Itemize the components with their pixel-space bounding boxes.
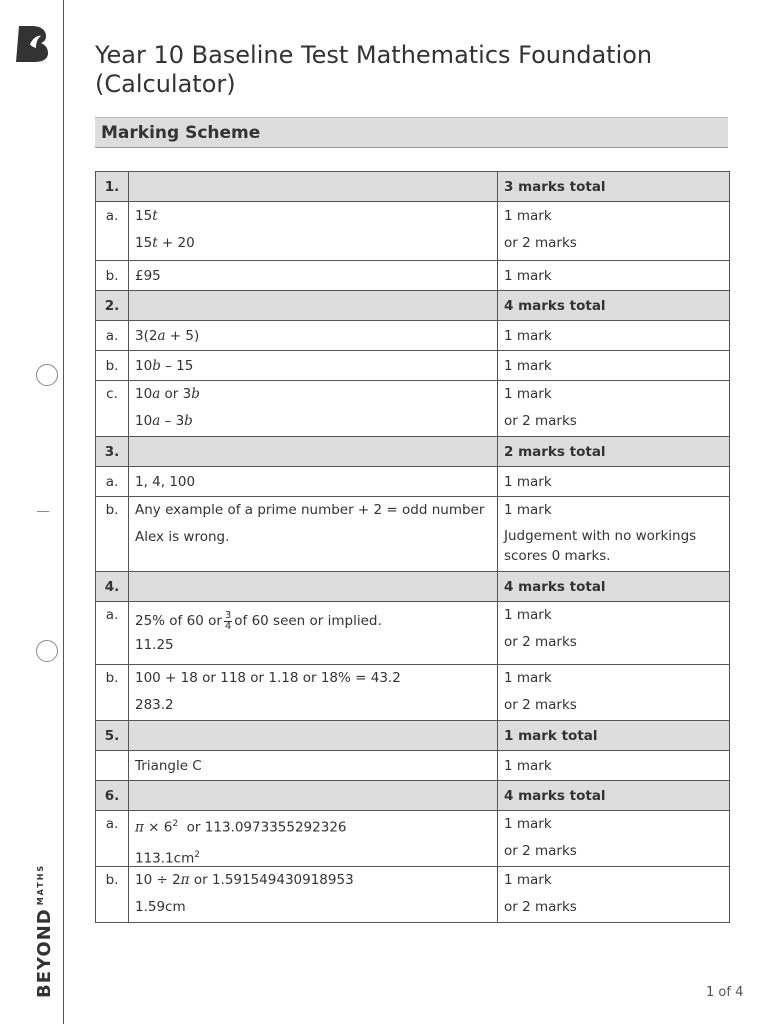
- superscript: 2: [172, 819, 179, 829]
- answer-text: 283.2: [135, 697, 174, 713]
- answer-text: 1, 4, 100: [129, 467, 498, 497]
- marks-total: 1 mark total: [498, 721, 730, 751]
- mark-text: 1 mark: [504, 816, 552, 832]
- question-header-blank: [129, 172, 498, 202]
- answer-cell: [129, 381, 498, 437]
- answer-text: Any example of a prime number + 2 = odd number: [135, 502, 485, 518]
- answer-text: or 1.591549430918953: [189, 872, 354, 888]
- question-header-row: [96, 291, 730, 321]
- answer-text: – 3: [160, 413, 185, 429]
- question-number: 6.: [96, 781, 129, 811]
- answer-row: [96, 867, 730, 923]
- answer-text: 15: [135, 208, 153, 224]
- answer-variable: a: [152, 386, 161, 402]
- mark-text: 1 mark: [504, 502, 552, 518]
- answer-text: 11.25: [135, 637, 174, 653]
- answer-text: or 113.0973355292326: [178, 819, 347, 836]
- answer-row: [96, 665, 730, 721]
- answer-cell: [129, 202, 498, 261]
- question-header-row: [96, 437, 730, 467]
- fraction-three-quarters: [224, 611, 232, 632]
- answer-line: [135, 235, 491, 251]
- brand-word-maths: MATHS: [36, 863, 45, 906]
- answer-text: + 5): [165, 327, 200, 344]
- part-label: a.: [96, 321, 129, 351]
- answer-text: 100 + 18 or 118 or 1.18 or 18% = 43.2: [135, 670, 401, 686]
- answer-text: 10: [135, 357, 153, 374]
- question-header-row: [96, 572, 730, 602]
- answer-text: 10: [135, 413, 153, 429]
- question-header-blank: [129, 781, 498, 811]
- part-label: b.: [96, 665, 129, 721]
- mark-text: 1 mark: [498, 751, 730, 781]
- answer-text: 3(2: [135, 327, 158, 344]
- answer-line: [135, 386, 491, 402]
- answer-variable: t: [152, 208, 158, 224]
- mark-text: 1 mark: [498, 261, 730, 291]
- fraction-denominator: 4: [224, 620, 232, 632]
- question-number: 4.: [96, 572, 129, 602]
- punch-hole-top: [36, 364, 58, 386]
- answer-cell: [129, 602, 498, 665]
- mark-text: 1 mark: [498, 321, 730, 351]
- mark-text: 1 mark: [504, 208, 552, 224]
- mark-text: or 2 marks: [504, 235, 577, 251]
- answer-line: [135, 847, 491, 867]
- marks-total: 4 marks total: [498, 291, 730, 321]
- mark-text: or 2 marks: [504, 899, 577, 915]
- answer-row: [96, 467, 730, 497]
- answer-text: 15: [135, 235, 153, 251]
- answer-text: – 15: [160, 357, 194, 374]
- mark-text: or 2 marks: [504, 843, 577, 859]
- part-label: c.: [96, 381, 129, 437]
- answer-row: [96, 351, 730, 381]
- answer-line: [135, 609, 491, 633]
- answer-text: of 60 seen or implied.: [234, 613, 382, 629]
- mark-text: 1 mark: [504, 872, 552, 888]
- marks-total: 3 marks total: [498, 172, 730, 202]
- answer-row: [96, 602, 730, 665]
- fraction-numerator: 3: [224, 609, 232, 621]
- answer-cell: [129, 351, 498, 381]
- beyond-logo-icon: [16, 24, 50, 64]
- pi-symbol: π: [180, 872, 190, 888]
- part-label: [96, 751, 129, 781]
- marks-cell: [498, 867, 730, 923]
- part-label: b.: [96, 261, 129, 291]
- marks-total: 4 marks total: [498, 781, 730, 811]
- mark-text: or 2 marks: [504, 634, 577, 650]
- brand-word-beyond: BEYOND: [34, 908, 55, 998]
- mark-text: or 2 marks: [504, 413, 577, 429]
- mark-text: 1 mark: [504, 607, 552, 623]
- marks-total: 2 marks total: [498, 437, 730, 467]
- mark-text: 1 mark: [504, 670, 552, 686]
- answer-cell: [129, 665, 498, 721]
- pi-symbol: π: [135, 819, 144, 836]
- marks-cell: [498, 811, 730, 867]
- answer-text: Alex is wrong.: [135, 529, 230, 545]
- answer-row: [96, 261, 730, 291]
- binder-margin-line: [63, 0, 64, 1024]
- answer-text: or 3: [160, 386, 192, 402]
- answer-line: [135, 413, 491, 429]
- answer-cell: [129, 811, 498, 867]
- question-header-row: [96, 781, 730, 811]
- answer-line: [135, 816, 491, 836]
- answer-text: 113.1cm: [135, 850, 195, 866]
- punch-hole-bottom: [36, 640, 58, 662]
- question-header-blank: [129, 572, 498, 602]
- document-title: Year 10 Baseline Test Mathematics Foundation (Calculator): [95, 41, 653, 98]
- answer-cell: [129, 867, 498, 923]
- answer-row: [96, 202, 730, 261]
- answer-cell: [129, 321, 498, 351]
- answer-row: [96, 811, 730, 867]
- answer-variable: a: [152, 413, 161, 429]
- answer-variable: b: [152, 357, 161, 374]
- mark-note: Judgement with no workings scores 0 marks.: [504, 528, 697, 564]
- part-label: b.: [96, 497, 129, 572]
- question-header-blank: [129, 437, 498, 467]
- marks-cell: [498, 665, 730, 721]
- mark-text: 1 mark: [504, 386, 552, 402]
- answer-line: [135, 872, 491, 888]
- part-label: a.: [96, 202, 129, 261]
- question-header-blank: [129, 721, 498, 751]
- answer-text: + 20: [157, 235, 195, 251]
- answer-text: 10: [135, 386, 153, 402]
- answer-line: [135, 208, 491, 224]
- answer-text: × 6: [143, 819, 173, 836]
- answer-text: 1.59cm: [135, 899, 186, 915]
- marks-cell: [498, 602, 730, 665]
- question-header-row: [96, 172, 730, 202]
- marks-total: 4 marks total: [498, 572, 730, 602]
- brand-vertical: [34, 864, 55, 998]
- marks-cell: [498, 202, 730, 261]
- part-label: a.: [96, 811, 129, 867]
- part-label: a.: [96, 467, 129, 497]
- marking-scheme-table: [95, 171, 730, 923]
- answer-text: Triangle C: [129, 751, 498, 781]
- answer-variable: b: [191, 386, 200, 402]
- answer-text: £95: [129, 261, 498, 291]
- part-label: a.: [96, 602, 129, 665]
- question-number: 2.: [96, 291, 129, 321]
- question-header-blank: [129, 291, 498, 321]
- superscript: 2: [194, 849, 200, 860]
- marks-cell: [498, 381, 730, 437]
- page-number: 1 of 4: [706, 985, 744, 1000]
- answer-variable: b: [184, 413, 193, 429]
- section-header: [95, 117, 728, 148]
- question-number: 3.: [96, 437, 129, 467]
- part-label: b.: [96, 351, 129, 381]
- question-number: 5.: [96, 721, 129, 751]
- question-header-row: [96, 721, 730, 751]
- question-number: 1.: [96, 172, 129, 202]
- section-title: Marking Scheme: [101, 123, 261, 143]
- answer-row: [96, 497, 730, 572]
- part-label: b.: [96, 867, 129, 923]
- mark-text: 1 mark: [498, 351, 730, 381]
- marks-cell: [498, 497, 730, 572]
- answer-row: [96, 381, 730, 437]
- answer-row: [96, 321, 730, 351]
- mark-text: or 2 marks: [504, 697, 577, 713]
- answer-text: 10 ÷ 2: [135, 872, 181, 888]
- answer-row: [96, 751, 730, 781]
- answer-text: 25% of 60 or: [135, 613, 222, 629]
- answer-variable: a: [157, 327, 166, 344]
- answer-cell: [129, 497, 498, 572]
- answer-variable: t: [152, 235, 158, 251]
- fold-mark: [37, 511, 49, 512]
- mark-text: 1 mark: [498, 467, 730, 497]
